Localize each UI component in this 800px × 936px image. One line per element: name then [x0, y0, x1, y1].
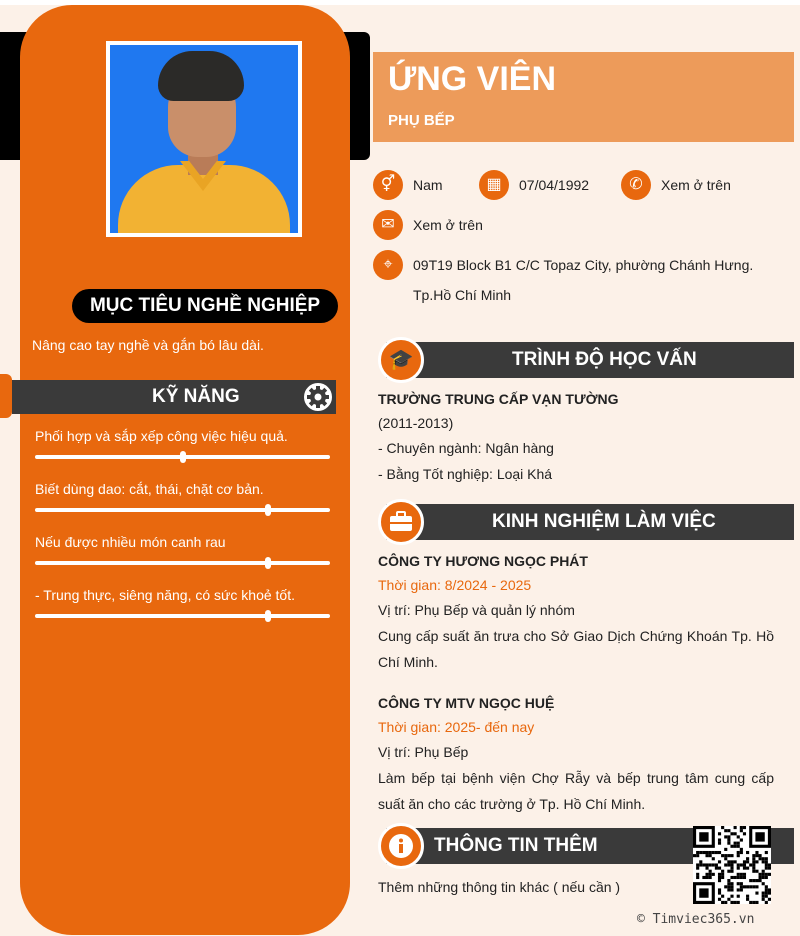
mail-icon: ✉: [373, 210, 403, 240]
job-position: Vị trí: Phụ Bếp: [378, 744, 469, 760]
school-name: TRƯỜNG TRUNG CẤP VẠN TƯỜNG: [378, 391, 619, 407]
job-time: Thời gian: 2025- đến nay: [378, 719, 535, 735]
skill-level-knob: [265, 504, 271, 516]
location-pin-icon: ⌖: [373, 250, 403, 280]
footer-credit: © Timviec365.vn: [637, 912, 755, 927]
job-position: Vị trí: Phụ Bếp và quản lý nhóm: [378, 602, 575, 618]
gender-icon: ⚥: [373, 170, 403, 200]
skill-label: Nếu được nhiều món canh rau: [35, 534, 226, 550]
additional-text: Thêm những thông tin khác ( nếu cần ): [378, 879, 621, 895]
additional-title: THÔNG TIN THÊM: [434, 835, 598, 856]
address-line-2: Tp.Hồ Chí Minh: [413, 287, 512, 303]
experience-title: KINH NGHIỆM LÀM VIỆC: [492, 511, 716, 532]
name-band: [373, 52, 794, 142]
info-icon: [378, 823, 424, 869]
skill-item: [35, 481, 330, 501]
skills-header: [12, 380, 336, 414]
skill-label: Biết dùng dao: cắt, thái, chặt cơ bản.: [35, 481, 264, 497]
profile-photo: [106, 41, 302, 237]
skill-level-bar: [35, 455, 330, 459]
education-header: [386, 342, 794, 378]
gear-icon: [302, 381, 334, 413]
objective-text: Nâng cao tay nghề và gắn bó lâu dài.: [32, 337, 264, 353]
sidebar: [20, 5, 350, 935]
skill-level-knob: [265, 610, 271, 622]
objective-title: MỤC TIÊU NGHỀ NGHIỆP: [72, 289, 338, 323]
decor-tab-orange: [0, 374, 12, 418]
phone-icon: ✆: [621, 170, 651, 200]
job-time: Thời gian: 8/2024 - 2025: [378, 577, 532, 593]
skill-label: - Trung thực, siêng năng, có sức khoẻ tốt.: [35, 587, 295, 603]
phone-value: Xem ở trên: [661, 177, 731, 193]
gender-value: Nam: [413, 177, 443, 193]
skill-item: [35, 534, 330, 554]
skill-item: [35, 428, 330, 448]
education-title: TRÌNH ĐỘ HỌC VẤN: [512, 349, 697, 370]
email-value: Xem ở trên: [413, 217, 483, 233]
calendar-icon: ▦: [479, 170, 509, 200]
experience-header: [386, 504, 794, 540]
school-degree: - Bằng Tốt nghiệp: Loại Khá: [378, 466, 553, 482]
skill-label: Phối hợp và sắp xếp công việc hiệu quả.: [35, 428, 288, 444]
qr-code: [693, 826, 771, 904]
skill-level-bar: [35, 508, 330, 512]
job-company: CÔNG TY HƯƠNG NGỌC PHÁT: [378, 553, 588, 569]
job-description: Cung cấp suất ăn trưa cho Sở Giao Dịch Chứng Khoán Tp. Hồ Chí Minh.: [378, 628, 774, 670]
briefcase-icon: [378, 499, 424, 545]
school-years: (2011-2013): [378, 415, 454, 431]
graduation-cap-icon: 🎓: [378, 337, 424, 383]
address-line-1: 09T19 Block B1 C/C Topaz City, phường Chánh Hưng.: [413, 257, 754, 273]
skills-title: KỸ NĂNG: [152, 386, 240, 407]
job-company: CÔNG TY MTV NGỌC HUỆ: [378, 695, 555, 711]
school-major: - Chuyên ngành: Ngân hàng: [378, 440, 554, 456]
candidate-role: PHỤ BẾP: [388, 112, 455, 129]
skill-level-bar: [35, 561, 330, 565]
candidate-name: ỨNG VIÊN: [388, 60, 557, 98]
skill-level-bar: [35, 614, 330, 618]
job-description: Làm bếp tại bệnh viện Chợ Rẫy và bếp trung tâm cung cấp suất ăn cho các trường ở Tp. Hồ Chí Minh.: [378, 770, 774, 812]
skill-item: [35, 587, 330, 607]
skill-level-knob: [265, 557, 271, 569]
birthday-value: 07/04/1992: [519, 177, 590, 193]
skill-level-knob: [180, 451, 186, 463]
